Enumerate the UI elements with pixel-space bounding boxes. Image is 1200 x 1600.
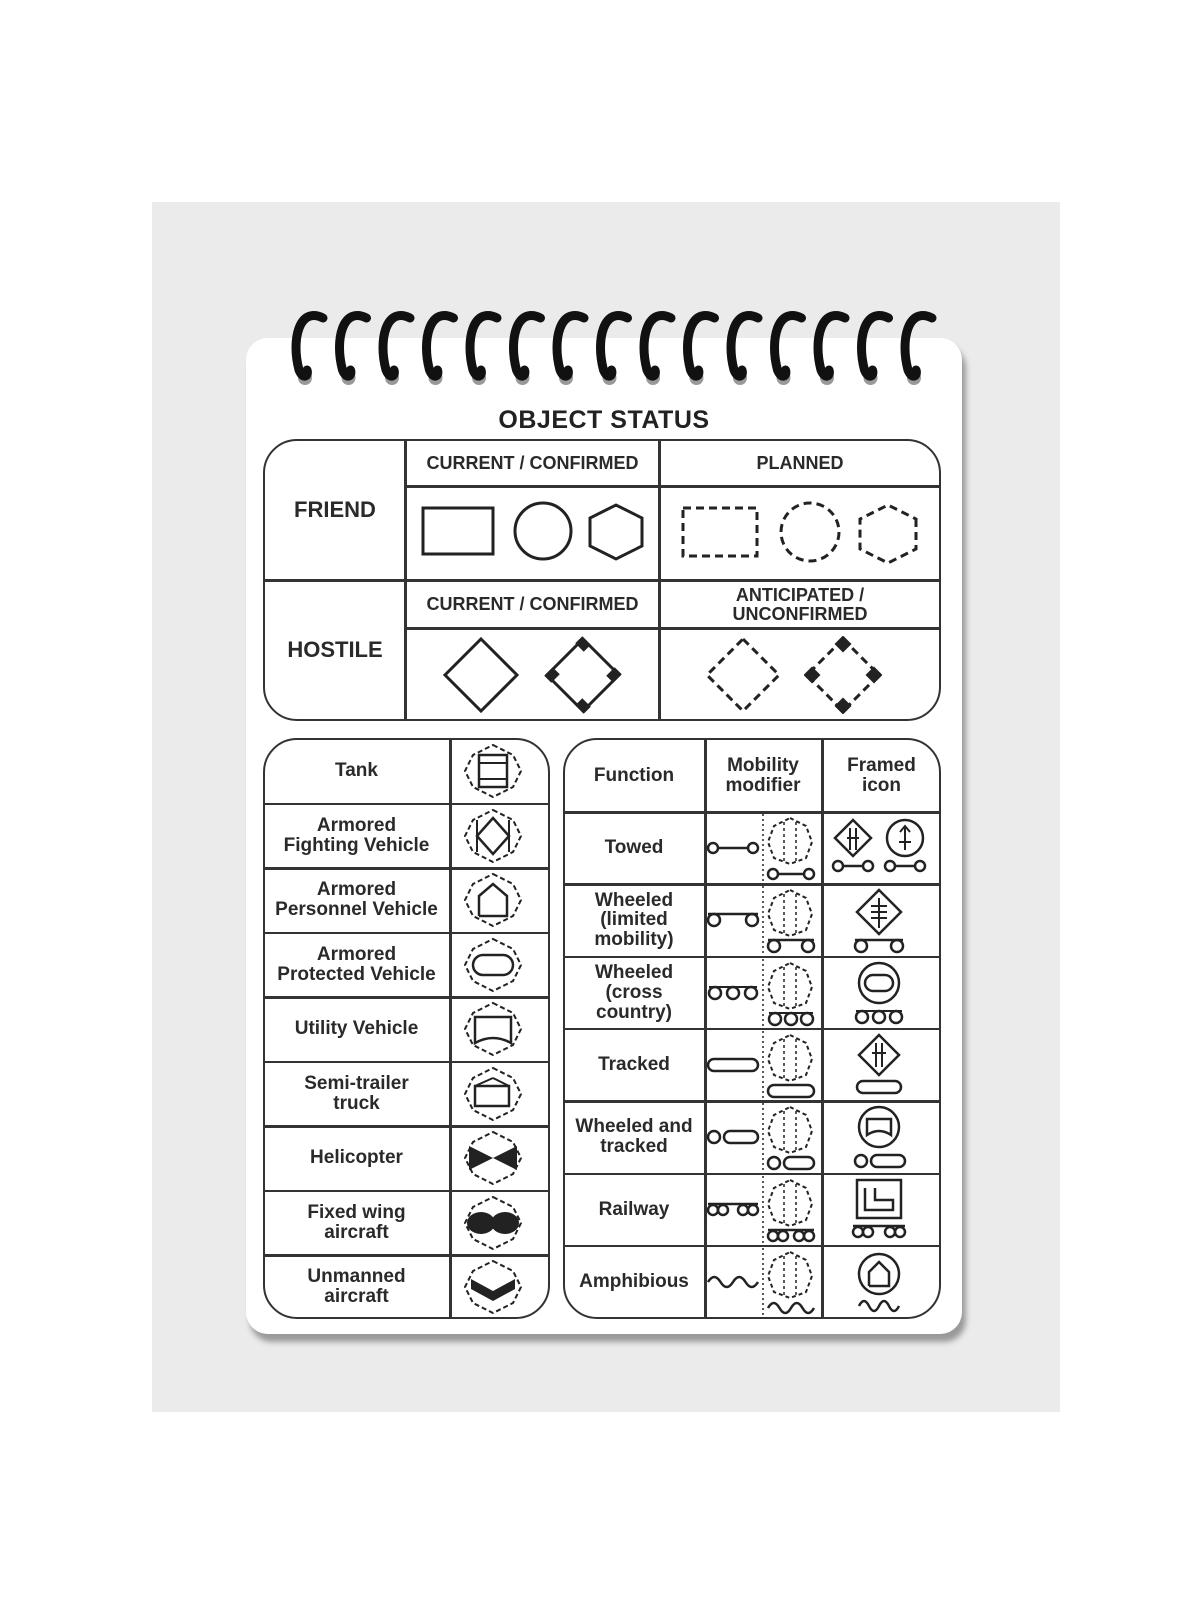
- rectangle-icon: [420, 505, 496, 557]
- amphibious-modifier-icon: [706, 1248, 820, 1316]
- tracked-modifier-icon: [706, 1031, 820, 1099]
- dashed-circle-icon: [778, 500, 842, 564]
- dashed-rectangle-icon: [680, 505, 760, 559]
- vehicle-label: Armored Fighting Vehicle: [283, 814, 430, 856]
- vehicle-label: Tank: [335, 760, 378, 782]
- divider: [405, 627, 940, 630]
- diamond-icon: [442, 636, 520, 714]
- hostile-label: HOSTILE: [287, 637, 383, 663]
- dashed-diamond-icon: [704, 636, 782, 714]
- armored-protected-vehicle-symbol-icon: [461, 935, 525, 995]
- mobility-function-label: Wheeled (limited mobility): [594, 889, 674, 951]
- mobility-function-label: Wheeled and tracked: [575, 1116, 693, 1158]
- mobility-header-modifier: Mobility modifier: [725, 754, 801, 796]
- diamond-filled-corners-icon: [544, 636, 622, 714]
- vehicle-label: Unmanned aircraft: [307, 1266, 406, 1308]
- framed-tracked-modifier-icon: [823, 1031, 939, 1099]
- dashed-hexagon-icon: [856, 502, 920, 566]
- railway-modifier-icon: [706, 1176, 820, 1244]
- tank-symbol-icon: [461, 741, 525, 801]
- unmanned-aircraft-symbol-icon: [461, 1257, 525, 1317]
- wheeled-and-tracked-modifier-icon: [706, 1103, 820, 1171]
- framed-wheeled-limited-modifier-icon: [823, 886, 939, 954]
- framed-towed-modifier-icon: [823, 814, 939, 882]
- column-divider: [449, 739, 452, 1318]
- friend-current-header: CURRENT / CONFIRMED: [426, 453, 639, 474]
- mobility-header-framed: Framed icon: [847, 754, 916, 796]
- dashed-diamond-filled-corners-icon: [804, 636, 882, 714]
- framed-railway-modifier-icon: [823, 1176, 939, 1244]
- friend-planned-header: PLANNED: [756, 453, 844, 474]
- framed-amphibious-modifier-icon: [823, 1248, 939, 1316]
- semi-trailer-truck-symbol-icon: [461, 1064, 525, 1124]
- page-title: OBJECT STATUS: [498, 406, 710, 434]
- framed-wheeled-and-tracked-modifier-icon: [823, 1103, 939, 1171]
- hexagon-icon: [586, 502, 646, 562]
- mobility-function-label: Amphibious: [579, 1270, 689, 1292]
- vehicle-label: Fixed wing aircraft: [307, 1201, 406, 1243]
- wheeled-limited-modifier-icon: [706, 886, 820, 954]
- vehicle-label: Helicopter: [310, 1147, 403, 1169]
- mobility-function-label: Wheeled (cross country): [594, 961, 674, 1023]
- vehicle-label: Armored Personnel Vehicle: [275, 879, 438, 921]
- friend-label: FRIEND: [294, 497, 376, 523]
- armored-personnel-vehicle-symbol-icon: [461, 870, 525, 930]
- helicopter-symbol-icon: [461, 1128, 525, 1188]
- utility-vehicle-symbol-icon: [461, 999, 525, 1059]
- fixed-wing-aircraft-symbol-icon: [461, 1193, 525, 1253]
- mobility-header-function: Function: [593, 764, 675, 786]
- hostile-current-header: CURRENT / CONFIRMED: [426, 594, 639, 615]
- armored-fighting-vehicle-symbol-icon: [461, 806, 525, 866]
- mobility-function-label: Railway: [598, 1198, 670, 1220]
- spiral-binding: [0, 300, 1200, 400]
- vehicle-label: Utility Vehicle: [294, 1018, 419, 1040]
- mobility-function-label: Towed: [604, 837, 664, 859]
- towed-modifier-icon: [706, 814, 820, 882]
- mobility-function-label: Tracked: [598, 1054, 670, 1076]
- circle-icon: [512, 500, 574, 562]
- wheeled-cross-country-modifier-icon: [706, 959, 820, 1027]
- vehicle-label: Armored Protected Vehicle: [277, 943, 436, 985]
- framed-wheeled-cross-country-modifier-icon: [823, 959, 939, 1027]
- vehicle-label: Semi-trailer truck: [304, 1072, 409, 1114]
- divider: [405, 485, 940, 488]
- hostile-anticipated-header: ANTICIPATED / UNCONFIRMED: [732, 584, 868, 624]
